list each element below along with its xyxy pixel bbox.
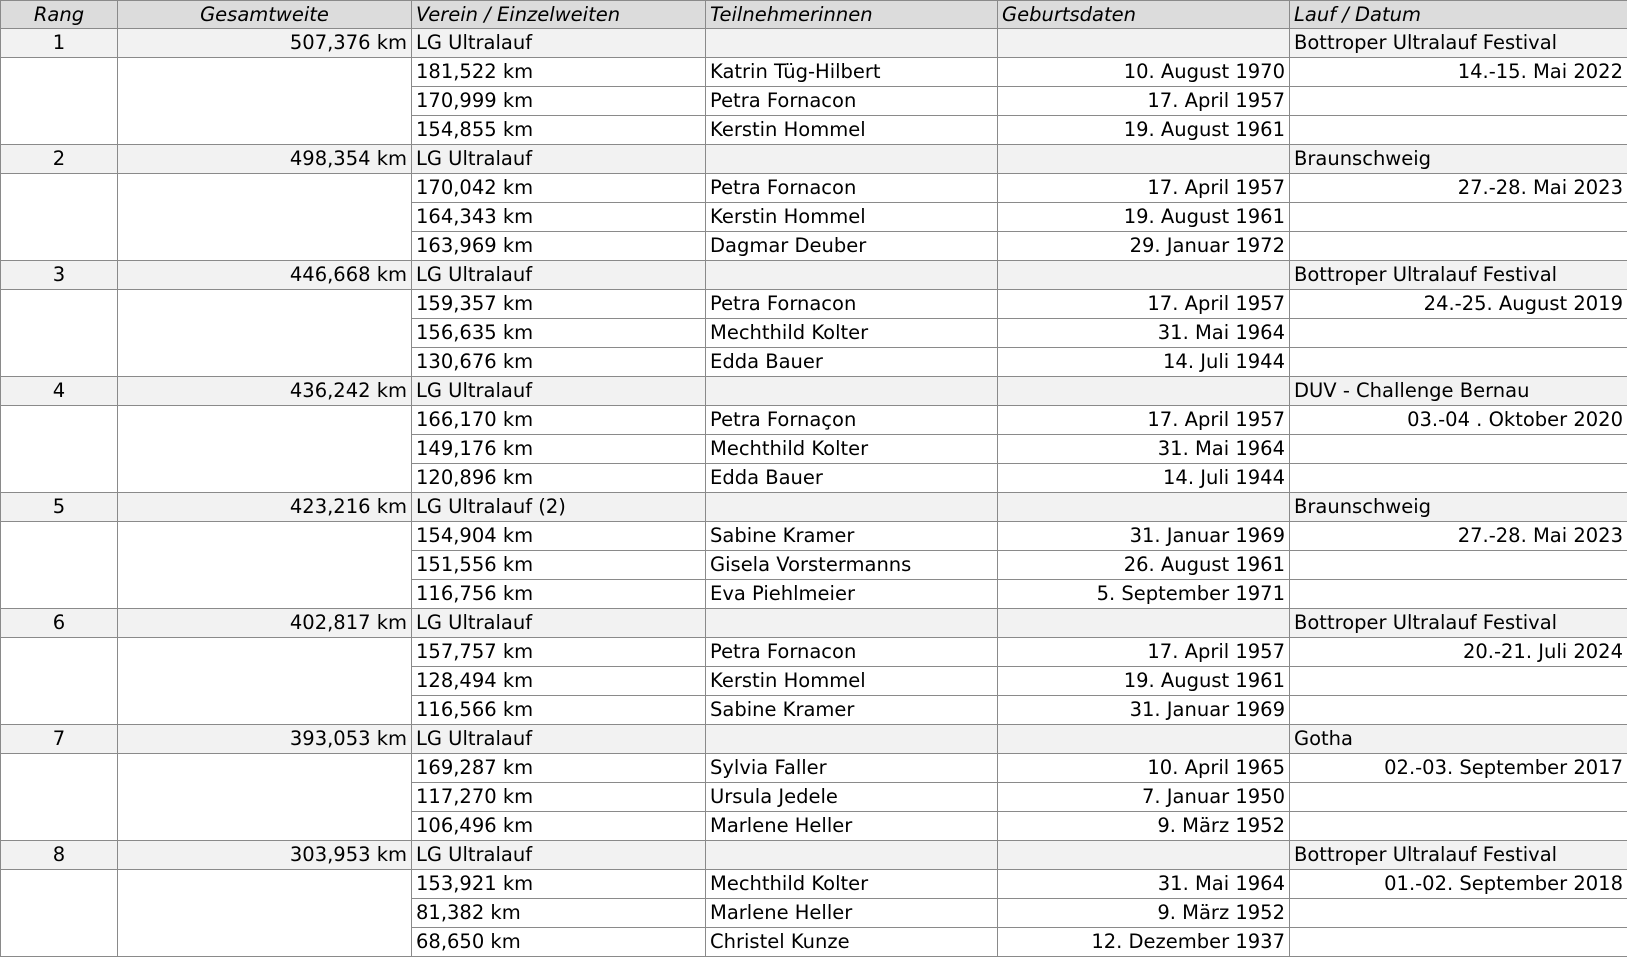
member-distance: 163,969 km (412, 232, 706, 261)
rank-spacer (1, 754, 118, 841)
member-distance: 116,756 km (412, 580, 706, 609)
member-name: Petra Fornacon (706, 290, 998, 319)
race-date-empty (1290, 696, 1627, 725)
member-birthdate: 9. März 1952 (998, 899, 1290, 928)
member-birthdate: 9. März 1952 (998, 812, 1290, 841)
member-name: Petra Fornaçon (706, 406, 998, 435)
team-birthdate-empty (998, 493, 1290, 522)
member-distance: 128,494 km (412, 667, 706, 696)
member-name: Mechthild Kolter (706, 319, 998, 348)
total-spacer (118, 174, 412, 261)
member-birthdate: 17. April 1957 (998, 174, 1290, 203)
team-participant-empty (706, 261, 998, 290)
member-birthdate: 31. Mai 1964 (998, 435, 1290, 464)
member-distance: 116,566 km (412, 696, 706, 725)
member-name: Christel Kunze (706, 928, 998, 957)
member-name: Sylvia Faller (706, 754, 998, 783)
team-birthdate-empty (998, 609, 1290, 638)
results-body (1, 29, 1627, 957)
header-race: Lauf / Datum (1290, 1, 1627, 29)
team-race: Bottroper Ultralauf Festival (1290, 609, 1627, 638)
member-distance: 170,042 km (412, 174, 706, 203)
team-club: LG Ultralauf (412, 145, 706, 174)
total-spacer (118, 406, 412, 493)
member-name: Petra Fornacon (706, 638, 998, 667)
race-date-empty (1290, 319, 1627, 348)
total-spacer (118, 58, 412, 145)
team-club: LG Ultralauf (412, 29, 706, 58)
member-name: Gisela Vorstermanns (706, 551, 998, 580)
team-participant-empty (706, 493, 998, 522)
race-date-empty (1290, 812, 1627, 841)
member-birthdate: 19. August 1961 (998, 203, 1290, 232)
team-total-distance: 303,953 km (118, 841, 412, 870)
member-distance: 68,650 km (412, 928, 706, 957)
member-birthdate: 17. April 1957 (998, 638, 1290, 667)
member-birthdate: 29. Januar 1972 (998, 232, 1290, 261)
member-birthdate: 31. Januar 1969 (998, 522, 1290, 551)
team-participant-empty (706, 841, 998, 870)
race-date-empty (1290, 551, 1627, 580)
member-name: Edda Bauer (706, 348, 998, 377)
member-name: Kerstin Hommel (706, 116, 998, 145)
team-rank: 8 (1, 841, 118, 870)
team-total-distance: 402,817 km (118, 609, 412, 638)
member-name: Kerstin Hommel (706, 203, 998, 232)
race-date: 27.-28. Mai 2023 (1290, 174, 1627, 203)
member-birthdate: 5. September 1971 (998, 580, 1290, 609)
member-birthdate: 17. April 1957 (998, 290, 1290, 319)
team-row (1, 29, 1627, 58)
member-row (1, 638, 1627, 667)
member-name: Marlene Heller (706, 812, 998, 841)
member-distance: 81,382 km (412, 899, 706, 928)
rank-spacer (1, 290, 118, 377)
team-row (1, 261, 1627, 290)
team-birthdate-empty (998, 145, 1290, 174)
team-rank: 6 (1, 609, 118, 638)
team-rank: 5 (1, 493, 118, 522)
team-participant-empty (706, 29, 998, 58)
race-date-empty (1290, 87, 1627, 116)
member-distance: 156,635 km (412, 319, 706, 348)
member-row (1, 406, 1627, 435)
race-date-empty (1290, 435, 1627, 464)
member-name: Katrin Tüg-Hilbert (706, 58, 998, 87)
race-date-empty (1290, 116, 1627, 145)
member-name: Petra Fornacon (706, 87, 998, 116)
member-distance: 106,496 km (412, 812, 706, 841)
team-total-distance: 498,354 km (118, 145, 412, 174)
member-distance: 159,357 km (412, 290, 706, 319)
team-total-distance: 393,053 km (118, 725, 412, 754)
header-birthdates: Geburtsdaten (998, 1, 1290, 29)
race-date-empty (1290, 580, 1627, 609)
race-date: 03.-04 . Oktober 2020 (1290, 406, 1627, 435)
team-row (1, 725, 1627, 754)
team-club: LG Ultralauf (412, 377, 706, 406)
team-total-distance: 423,216 km (118, 493, 412, 522)
total-spacer (118, 870, 412, 957)
team-race: Braunschweig (1290, 493, 1627, 522)
race-date-empty (1290, 348, 1627, 377)
team-rank: 7 (1, 725, 118, 754)
rank-spacer (1, 638, 118, 725)
team-birthdate-empty (998, 29, 1290, 58)
team-row (1, 841, 1627, 870)
member-distance: 154,904 km (412, 522, 706, 551)
member-row (1, 870, 1627, 899)
rank-spacer (1, 174, 118, 261)
member-birthdate: 31. Mai 1964 (998, 870, 1290, 899)
member-row (1, 58, 1627, 87)
team-birthdate-empty (998, 725, 1290, 754)
race-date: 20.-21. Juli 2024 (1290, 638, 1627, 667)
member-distance: 164,343 km (412, 203, 706, 232)
member-row (1, 174, 1627, 203)
member-birthdate: 19. August 1961 (998, 116, 1290, 145)
member-name: Mechthild Kolter (706, 435, 998, 464)
header-club: Verein / Einzelweiten (412, 1, 706, 29)
header-participants: Teilnehmerinnen (706, 1, 998, 29)
member-birthdate: 12. Dezember 1937 (998, 928, 1290, 957)
member-name: Sabine Kramer (706, 696, 998, 725)
member-name: Edda Bauer (706, 464, 998, 493)
member-name: Sabine Kramer (706, 522, 998, 551)
team-club: LG Ultralauf (412, 841, 706, 870)
member-distance: 149,176 km (412, 435, 706, 464)
team-club: LG Ultralauf (2) (412, 493, 706, 522)
header-rank: Rang (1, 1, 118, 29)
member-name: Marlene Heller (706, 899, 998, 928)
team-rank: 3 (1, 261, 118, 290)
team-total-distance: 446,668 km (118, 261, 412, 290)
member-distance: 166,170 km (412, 406, 706, 435)
team-total-distance: 507,376 km (118, 29, 412, 58)
member-birthdate: 17. April 1957 (998, 406, 1290, 435)
team-participant-empty (706, 609, 998, 638)
team-birthdate-empty (998, 377, 1290, 406)
member-distance: 154,855 km (412, 116, 706, 145)
team-participant-empty (706, 725, 998, 754)
member-distance: 117,270 km (412, 783, 706, 812)
member-name: Kerstin Hommel (706, 667, 998, 696)
team-participant-empty (706, 377, 998, 406)
team-rank: 1 (1, 29, 118, 58)
race-date: 14.-15. Mai 2022 (1290, 58, 1627, 87)
race-date-empty (1290, 928, 1627, 957)
race-date: 27.-28. Mai 2023 (1290, 522, 1627, 551)
total-spacer (118, 290, 412, 377)
team-total-distance: 436,242 km (118, 377, 412, 406)
team-race: Braunschweig (1290, 145, 1627, 174)
member-row (1, 754, 1627, 783)
team-club: LG Ultralauf (412, 725, 706, 754)
race-date-empty (1290, 783, 1627, 812)
member-row (1, 522, 1627, 551)
team-race: Gotha (1290, 725, 1627, 754)
team-race: Bottroper Ultralauf Festival (1290, 29, 1627, 58)
team-club: LG Ultralauf (412, 261, 706, 290)
member-birthdate: 17. April 1957 (998, 87, 1290, 116)
total-spacer (118, 638, 412, 725)
member-birthdate: 14. Juli 1944 (998, 348, 1290, 377)
team-row (1, 145, 1627, 174)
race-date-empty (1290, 203, 1627, 232)
rank-spacer (1, 870, 118, 957)
race-date: 24.-25. August 2019 (1290, 290, 1627, 319)
member-distance: 120,896 km (412, 464, 706, 493)
member-birthdate: 7. Januar 1950 (998, 783, 1290, 812)
team-rank: 2 (1, 145, 118, 174)
rank-spacer (1, 522, 118, 609)
header-row (1, 1, 1627, 29)
team-rank: 4 (1, 377, 118, 406)
member-name: Eva Piehlmeier (706, 580, 998, 609)
race-date-empty (1290, 464, 1627, 493)
member-distance: 151,556 km (412, 551, 706, 580)
member-birthdate: 10. August 1970 (998, 58, 1290, 87)
member-birthdate: 10. April 1965 (998, 754, 1290, 783)
member-distance: 153,921 km (412, 870, 706, 899)
team-race: Bottroper Ultralauf Festival (1290, 841, 1627, 870)
member-row (1, 290, 1627, 319)
total-spacer (118, 522, 412, 609)
team-row (1, 377, 1627, 406)
team-birthdate-empty (998, 841, 1290, 870)
member-distance: 157,757 km (412, 638, 706, 667)
team-race: Bottroper Ultralauf Festival (1290, 261, 1627, 290)
member-birthdate: 31. Mai 1964 (998, 319, 1290, 348)
member-birthdate: 19. August 1961 (998, 667, 1290, 696)
member-birthdate: 14. Juli 1944 (998, 464, 1290, 493)
member-name: Dagmar Deuber (706, 232, 998, 261)
race-date-empty (1290, 899, 1627, 928)
race-date: 02.-03. September 2017 (1290, 754, 1627, 783)
member-distance: 130,676 km (412, 348, 706, 377)
member-distance: 169,287 km (412, 754, 706, 783)
member-distance: 170,999 km (412, 87, 706, 116)
race-date-empty (1290, 232, 1627, 261)
team-row (1, 609, 1627, 638)
team-club: LG Ultralauf (412, 609, 706, 638)
rank-spacer (1, 58, 118, 145)
total-spacer (118, 754, 412, 841)
member-distance: 181,522 km (412, 58, 706, 87)
member-name: Petra Fornacon (706, 174, 998, 203)
member-name: Mechthild Kolter (706, 870, 998, 899)
race-date-empty (1290, 667, 1627, 696)
member-birthdate: 26. August 1961 (998, 551, 1290, 580)
race-date: 01.-02. September 2018 (1290, 870, 1627, 899)
team-participant-empty (706, 145, 998, 174)
team-race: DUV - Challenge Bernau (1290, 377, 1627, 406)
team-row (1, 493, 1627, 522)
member-name: Ursula Jedele (706, 783, 998, 812)
team-birthdate-empty (998, 261, 1290, 290)
header-total: Gesamtweite (118, 1, 412, 29)
member-birthdate: 31. Januar 1969 (998, 696, 1290, 725)
rank-spacer (1, 406, 118, 493)
